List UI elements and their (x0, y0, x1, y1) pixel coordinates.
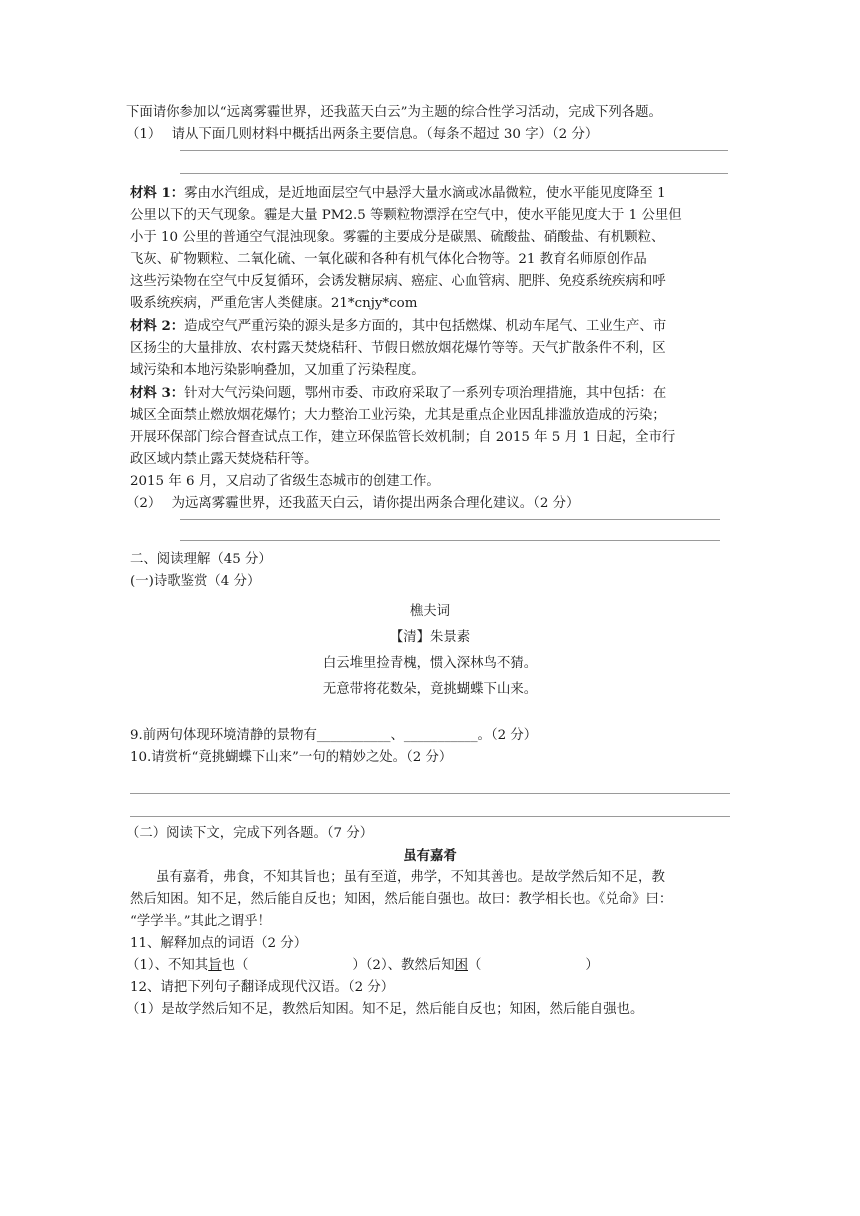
material-3-line: 城区全面禁止燃放烟花爆竹；大力整治工业污染，尤其是重点企业因乱排滥放造成的污染； (130, 408, 666, 423)
poem-line: 白云堆里捡青槐，惯入深林鸟不猜。 (322, 656, 538, 671)
question-10: 10.请赏析“竟挑蝴蝶下山来”一句的精妙之处。（2 分） (130, 750, 453, 765)
essay-line: “学学半。”其此之谓乎！ (130, 914, 271, 929)
answer-line[interactable] (180, 540, 720, 541)
question-1 (126, 124, 730, 146)
material-2-label: 材料 2： (130, 318, 185, 334)
material-1-line: 飞灰、矿物颗粒、二氧化硫、一氧化碳和各种有机气体化合物等。21 教育名师原创作品 (130, 252, 647, 267)
document-content (126, 102, 730, 1021)
poem (130, 599, 730, 703)
material-1-line: 小于 10 公里的普通空气混浊现象。雾霾的主要成分是碳黑、硫酸盐、硝酸盐、有机颗粒、 (130, 230, 665, 245)
question-11-1-word: 旨 (208, 958, 222, 973)
question-2-number: （2） (126, 496, 162, 511)
answer-line[interactable] (180, 519, 720, 520)
poem-line: 无意带将花数朵，竟挑蝴蝶下山来。 (322, 682, 538, 697)
material-3-label: 材料 3： (130, 385, 185, 401)
material-1-label: 材料 1： (130, 185, 185, 201)
question-2-text: 为远离雾霾世界，还我蓝天白云，请你提出两条合理化建议。（2 分） (171, 496, 580, 511)
essay-title: 虽有嘉肴 (403, 848, 457, 864)
question-1-number: （1） (126, 127, 162, 142)
subsection-1-heading: (一)诗歌鉴赏（4 分） (130, 574, 261, 589)
question-2 (126, 493, 730, 515)
material-1-line: 吸系统疾病，严重危害人类健康。21*cnjy*com (130, 296, 418, 311)
answer-line[interactable] (180, 173, 728, 174)
question-11: 11、解释加点的词语（2 分） (130, 936, 308, 951)
question-11-items (126, 955, 730, 977)
poem-author: 【清】朱景素 (389, 630, 471, 645)
poem-title: 樵夫词 (409, 604, 451, 619)
subsection-2-heading: （二）阅读下文，完成下列各题。（7 分） (126, 826, 374, 841)
question-12: 12、请把下列句子翻译成现代汉语。（2 分） (130, 980, 395, 995)
answer-line[interactable] (130, 793, 730, 794)
material-1 (130, 182, 730, 315)
essay-line: 然后知困。知不足，然后能自反也；知困，然后能自强也。故曰：教学相长也。《兑命》曰： (130, 892, 673, 907)
material-1-line: 公里以下的天气现象。霾是大量 PM2.5 等颗粒物漂浮在空气中，使水平能见度大于 1 公里但 (130, 208, 682, 223)
material-2-line: 区扬尘的大量排放、农村露天焚烧秸秆、节假日燃放烟花爆竹等等。天气扩散条件不利，区 (130, 341, 666, 356)
answer-line[interactable] (180, 150, 728, 151)
material-2 (130, 315, 730, 382)
material-3-line: 政区域内禁止露天焚烧秸秆等。 (130, 452, 318, 467)
question-11-1-open: 也（ (221, 958, 249, 973)
question-1-text: 请从下面几则材料中概括出两条主要信息。（每条不超过 30 字）（2 分） (171, 127, 599, 142)
answer-lines-2 (180, 519, 720, 541)
question-11-2-word: 困 (454, 958, 468, 973)
question-11-2-prefix: （2）、教然后知 (365, 958, 455, 973)
essay-line: 虽有嘉肴，弗食，不知其旨也；虽有至道，弗学，不知其善也。是故学然后知不足，教 (156, 870, 665, 885)
material-3 (130, 382, 730, 493)
material-1-line: 雾由水汽组成，是近地面层空气中悬浮大量水滴或冰晶微粒，使水平能见度降至 1 (184, 186, 666, 201)
intro-text: 下面请你参加以“远离雾霾世界，还我蓝天白云”为主题的综合性学习活动，完成下列各题。 (126, 105, 662, 120)
question-11-2-close: ） (585, 958, 599, 973)
material-3-line: 2015 年 6 月，又启动了省级生态城市的创建工作。 (130, 474, 440, 489)
material-3-line: 针对大气污染问题，鄂州市委、市政府采取了一系列专项治理措施，其中包括：在 (184, 386, 667, 401)
answer-lines-10 (130, 793, 730, 817)
question-11-1-prefix: （1）、不知其 (126, 958, 209, 973)
question-11-2-open: （ (467, 958, 482, 973)
section-2-heading: 二、阅读理解（45 分） (130, 552, 272, 567)
question-12-1: （1）是故学然后知不足，教然后知困。知不足，然后能自反也；知困，然后能自强也。 (126, 1002, 644, 1017)
material-2-line: 域污染和本地污染影响叠加，又加重了污染程度。 (130, 363, 425, 378)
material-2-line: 造成空气严重污染的源头是多方面的，其中包括燃煤、机动车尾气、工业生产、市 (184, 319, 667, 334)
question-9: 9.前两句体现环境清静的景物有___________、___________。（2 分） (130, 728, 538, 743)
material-3-line: 开展环保部门综合督查试点工作，建立环保监管长效机制；自 2015 年 5 月 1 日起，全市行 (130, 430, 676, 445)
answer-lines-1 (180, 150, 728, 174)
answer-line[interactable] (130, 816, 730, 817)
material-1-line: 这些污染物在空气中反复循环，会诱发糖尿病、癌症、心血管病、肥胖、免疫系统疾病和呼 (130, 274, 666, 289)
question-11-1-close: ） (352, 958, 366, 973)
